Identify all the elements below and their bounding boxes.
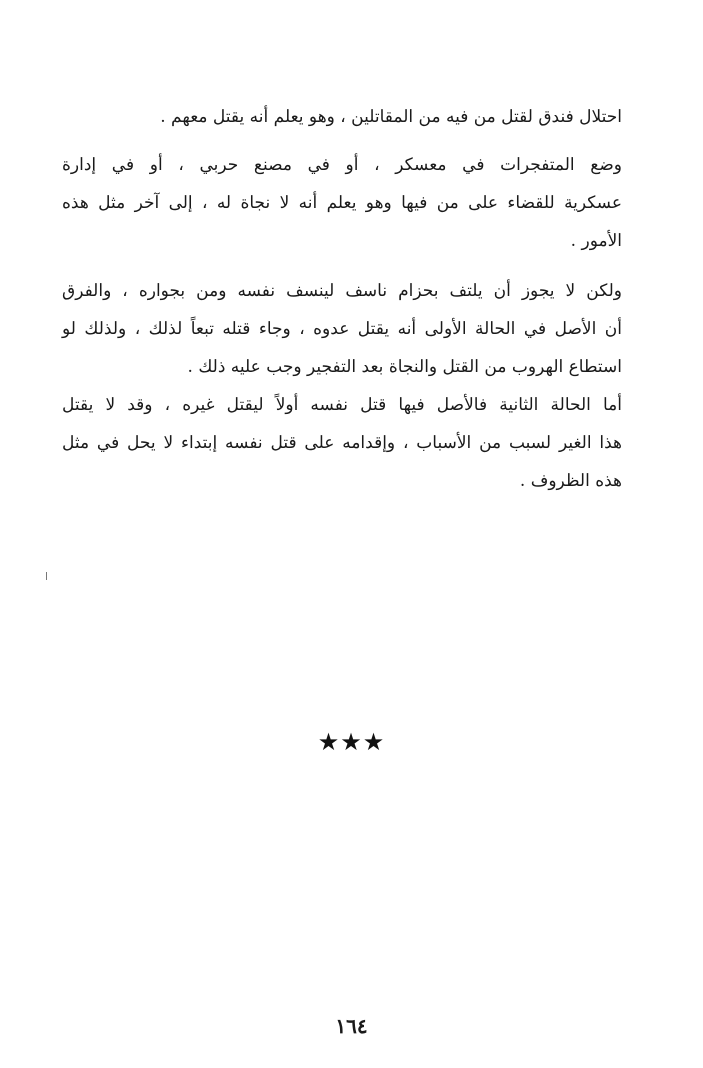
paragraph-4-line-1: أما الحالة الثانية فالأصل فيها قتل نفسه أولاً ليقتل غيره ، وقد لا يقتل bbox=[62, 395, 622, 415]
paragraph-1-line-1: احتلال فندق لقتل من فيه من المقاتلين ، وهو يعلم أنه يقتل معهم . bbox=[160, 107, 622, 127]
paragraph-3-line-2: أن الأصل في الحالة الأولى أنه يقتل عدوه ، وجاء قتله تبعاً لذلك ، ولذلك لو bbox=[62, 319, 622, 339]
paragraph-4 bbox=[62, 386, 622, 500]
paragraph-3-line-1: ولكن لا يجوز أن يلتف بحزام ناسف لينسف نفسه ومن بجواره ، والفرق bbox=[62, 281, 622, 301]
paragraph-3-line-3: استطاع الهروب من القتل والنجاة بعد التفجير وجب عليه ذلك . bbox=[187, 357, 622, 377]
page-number: ١٦٤ bbox=[335, 1014, 368, 1038]
paragraph-3 bbox=[62, 272, 622, 386]
paragraph-2 bbox=[62, 146, 622, 260]
paragraph-4-line-3: هذه الظروف . bbox=[519, 471, 622, 491]
paragraph-4-line-2: هذا الغير لسبب من الأسباب ، وإقدامه على قتل نفسه إبتداء لا يحل في مثل bbox=[62, 433, 622, 453]
paragraph-2-line-2: عسكرية للقضاء على من فيها وهو يعلم أنه لا نجاة له ، إلى آخر مثل هذه bbox=[62, 193, 622, 213]
section-separator-stars: ★★★ bbox=[317, 728, 386, 756]
paragraph-2-line-1: وضع المتفجرات في معسكر ، أو في مصنع حربي ، أو في إدارة bbox=[62, 155, 622, 175]
paragraph-2-line-3: الأمور . bbox=[570, 231, 622, 251]
paragraph-1 bbox=[62, 98, 622, 136]
scan-artifact bbox=[46, 572, 47, 580]
